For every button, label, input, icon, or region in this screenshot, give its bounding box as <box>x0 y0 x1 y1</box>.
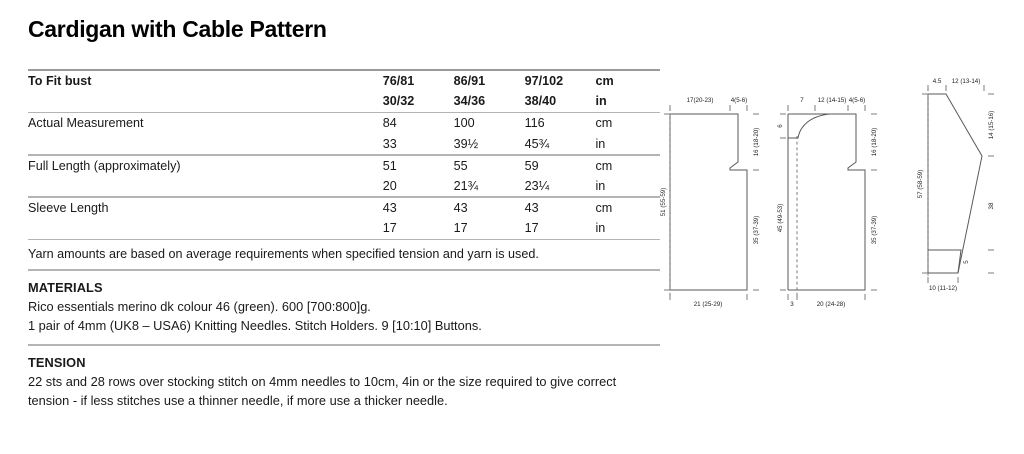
front-piece-diagram <box>777 97 878 308</box>
row-fulllength-cm-3: 59 <box>524 158 539 173</box>
row-fulllength-in-2: 21¾ <box>453 178 479 193</box>
sleeve-cuff-width-label: 10 (11-12) <box>928 285 958 292</box>
row-sleeve-unit-in: in <box>595 221 606 236</box>
back-body-length-label: 35 (37-39) <box>753 215 760 245</box>
sleeve-top-width-label: 12 (13-14) <box>951 78 981 85</box>
page-title: Cardigan with Cable Pattern <box>28 16 327 42</box>
row-fulllength-in-3: 23¼ <box>524 178 550 193</box>
row-actual-cm-3: 116 <box>524 116 545 131</box>
header-size-3-cm: 97/102 <box>524 74 564 88</box>
yarn-note: Yarn amounts are based on average requirements when specified tension and yarn is used. <box>28 247 539 262</box>
header-label-blank <box>28 91 383 111</box>
tension-section <box>28 355 660 417</box>
back-shoulder-label: 4(5-6) <box>730 97 748 104</box>
row-label-actual-blank <box>28 134 383 154</box>
back-top-width-label: 17(20-23) <box>686 97 714 104</box>
header-label: To Fit bust <box>28 74 92 88</box>
row-sleeve-in-3: 17 <box>524 221 539 236</box>
header-size-3-in: 38/40 <box>524 94 557 109</box>
row-label-sleeve: Sleeve Length <box>28 200 109 215</box>
front-top-width-label: 12 (14-15) <box>817 97 847 104</box>
front-band-width-label: 3 <box>790 301 794 308</box>
row-label-sleeve-blank <box>28 218 383 238</box>
front-neck-width-label: 7 <box>800 97 804 104</box>
row-sleeve-cm-2: 43 <box>453 200 468 215</box>
header-unit-cm: cm <box>595 74 614 88</box>
divider-after-note <box>28 269 660 271</box>
sleeve-outline <box>928 94 982 273</box>
row-fulllength-unit-in: in <box>595 178 606 193</box>
row-sleeve-cm-3: 43 <box>524 200 539 215</box>
row-sleeve-cm-1: 43 <box>382 200 397 215</box>
table-row-in <box>28 218 660 238</box>
table-row-in <box>28 134 660 154</box>
divider-materials-tension <box>28 344 660 346</box>
table-row <box>28 198 660 218</box>
sleeve-piece-diagram <box>917 78 995 292</box>
table-row-in <box>28 176 660 196</box>
row-fulllength-cm-2: 55 <box>453 158 468 173</box>
back-total-length-label: 51 (55-59) <box>660 187 667 217</box>
table-header-row <box>28 71 660 91</box>
row-actual-unit-cm: cm <box>595 116 613 131</box>
row-sleeve-in-2: 17 <box>453 221 468 236</box>
row-sleeve-unit-cm: cm <box>595 200 613 215</box>
table-header-row-in <box>28 91 660 111</box>
header-size-2-in: 34/36 <box>453 94 486 109</box>
header-size-1-cm: 76/81 <box>382 74 415 88</box>
front-neck-curve <box>788 114 830 138</box>
front-outline <box>788 114 865 290</box>
front-total-length-label: 45 (49-53) <box>777 203 784 233</box>
row-sleeve-in-1: 17 <box>382 221 397 236</box>
back-outline <box>670 114 747 290</box>
row-label-fulllength-blank <box>28 176 383 196</box>
row-fulllength-unit-cm: cm <box>595 158 613 173</box>
back-armhole-depth-label: 16 (18-20) <box>753 127 760 157</box>
document-body <box>28 0 660 454</box>
header-size-1-in: 30/32 <box>382 94 415 109</box>
table-row <box>28 113 660 133</box>
row-actual-cm-1: 84 <box>382 116 397 131</box>
materials-section <box>28 280 660 345</box>
schematic-diagrams <box>660 78 1024 318</box>
front-armhole-depth-label: 16 (18-20) <box>871 127 878 157</box>
materials-line-2: 1 pair of 4mm (UK8 – USA6) Knitting Needles. Stitch Holders. 9 [10:10] Buttons. <box>28 317 482 333</box>
sleeve-total-length-label: 57 (58-59) <box>917 169 924 199</box>
row-actual-in-1: 33 <box>382 136 397 151</box>
front-neck-depth-label: 6 <box>777 124 784 128</box>
row-actual-unit-in: in <box>595 136 606 151</box>
materials-line-1: Rico essentials merino dk colour 46 (green). 600 [700:800]g. <box>28 298 371 314</box>
front-body-length-label: 35 (37-39) <box>871 215 878 245</box>
sleeve-length-label: 38 <box>988 202 995 210</box>
sleeve-cuff <box>928 250 961 273</box>
row-label-fulllength: Full Length (approximately) <box>28 158 181 173</box>
header-size-2-cm: 86/91 <box>453 74 486 88</box>
row-actual-in-2: 39½ <box>453 136 479 151</box>
sleeve-cuff-height-label: 5 <box>963 260 970 264</box>
row-actual-in-3: 45¾ <box>524 136 550 151</box>
front-shoulder-label: 4(5-6) <box>848 97 866 104</box>
back-piece-diagram <box>660 97 760 308</box>
front-bottom-width-label: 20 (24-28) <box>816 301 846 308</box>
row-actual-cm-2: 100 <box>453 116 475 131</box>
row-fulllength-in-1: 20 <box>382 178 397 193</box>
materials-heading: MATERIALS <box>28 279 103 295</box>
sleeve-top-flat-label: 4.5 <box>932 78 942 85</box>
table-row <box>28 156 660 176</box>
tension-line-2: tension - if less stitches use a thinner needle, if more use a thicker needle. <box>28 393 448 409</box>
tension-line-1: 22 sts and 28 rows over stocking stitch on 4mm needles to 10cm, 4in or the size required to give correct <box>28 373 617 389</box>
row-fulllength-cm-1: 51 <box>382 158 397 173</box>
measurements-table <box>28 71 660 240</box>
header-unit-in: in <box>595 94 607 109</box>
sleeve-cap-height-label: 14 (15-16) <box>988 110 995 140</box>
back-bottom-width-label: 21 (25-29) <box>693 301 723 308</box>
row-label-actual: Actual Measurement <box>28 116 144 131</box>
tension-heading: TENSION <box>28 354 86 370</box>
